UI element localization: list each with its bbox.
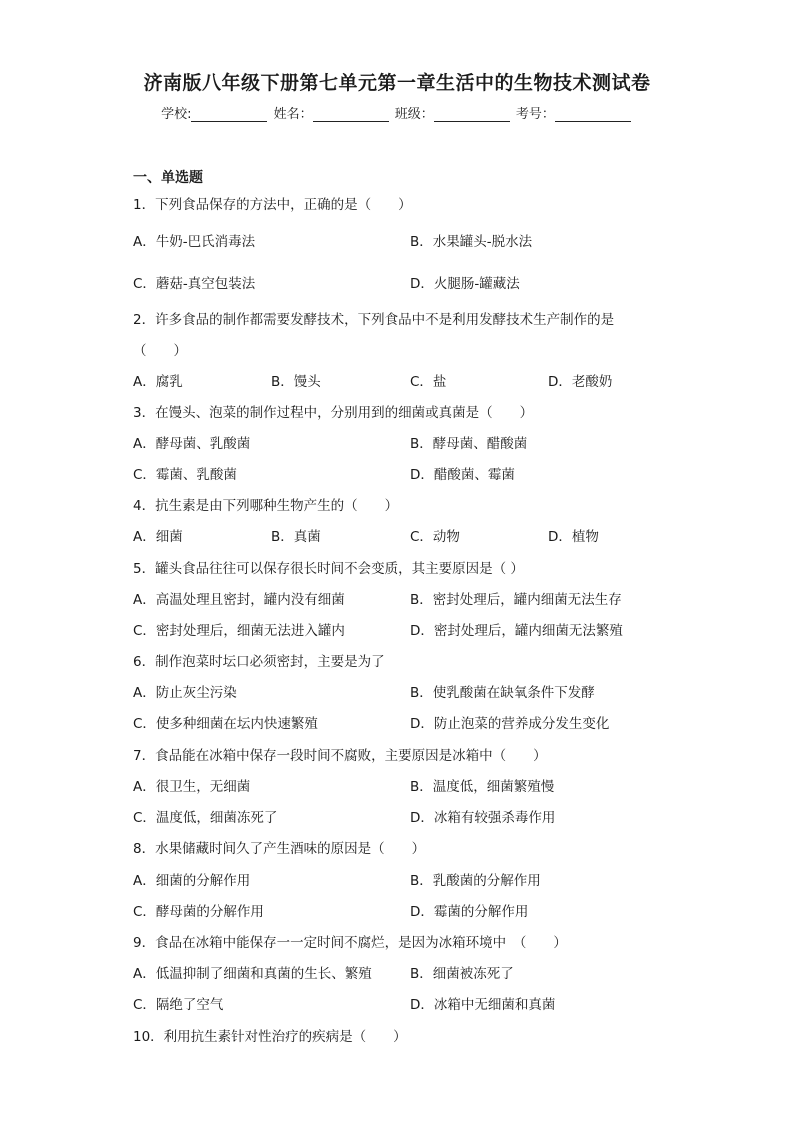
question-6-option-c[interactable]: C．使多种细菌在坛内快速繁殖 (133, 716, 318, 732)
question-1-option-b[interactable]: B．水果罐头-脱水法 (410, 234, 533, 250)
question-8-option-b[interactable]: B．乳酸菌的分解作用 (410, 873, 541, 889)
school-label: 学校: (161, 107, 192, 122)
question-6-stem: 6．制作泡菜时坛口必须密封，主要是为了 (133, 654, 385, 670)
question-1-option-a[interactable]: A．牛奶-巴氏消毒法 (133, 234, 256, 250)
question-2-option-d[interactable]: D．老酸奶 (548, 374, 613, 390)
school-blank[interactable] (191, 107, 267, 122)
question-2-option-b[interactable]: B．馒头 (271, 374, 321, 390)
question-5-option-c[interactable]: C．密封处理后，细菌无法进入罐内 (133, 623, 345, 639)
name-label: 姓名： (273, 107, 313, 122)
question-8-stem: 8．水果储藏时间久了产生酒味的原因是（ ） (133, 841, 426, 857)
student-info-line (0, 103, 794, 122)
question-7-stem: 7．食品能在冰箱中保存一段时间不腐败，主要原因是冰箱中（ ） (133, 748, 547, 764)
question-10-stem: 10．利用抗生素针对性治疗的疾病是（ ） (133, 1029, 407, 1045)
question-9-option-a[interactable]: A．低温抑制了细菌和真菌的生长、繁殖 (133, 966, 372, 982)
question-3-option-c[interactable]: C．霉菌、乳酸菌 (133, 467, 237, 483)
class-blank[interactable] (434, 107, 510, 122)
question-5-option-d[interactable]: D．密封处理后，罐内细菌无法繁殖 (410, 623, 623, 639)
question-5-option-b[interactable]: B．密封处理后，罐内细菌无法生存 (410, 592, 622, 608)
question-4-option-a[interactable]: A．细菌 (133, 529, 183, 545)
question-7-option-c[interactable]: C．温度低，细菌冻死了 (133, 810, 278, 826)
question-8-option-d[interactable]: D．霉菌的分解作用 (410, 904, 529, 920)
number-blank[interactable] (555, 107, 631, 122)
question-2-option-a[interactable]: A．腐乳 (133, 374, 183, 390)
question-8-option-a[interactable]: A．细菌的分解作用 (133, 873, 251, 889)
section-heading: 一、单选题 (133, 170, 203, 186)
question-7-option-a[interactable]: A．很卫生，无细菌 (133, 779, 251, 795)
exam-title: 济南版八年级下册第七单元第一章生活中的生物技术测试卷 (143, 72, 651, 94)
question-8-option-c[interactable]: C．酵母菌的分解作用 (133, 904, 264, 920)
question-2-stem-continued: （ ） (133, 343, 187, 359)
question-3-stem: 3．在馒头、泡菜的制作过程中，分别用到的细菌或真菌是（ ） (133, 405, 534, 421)
question-4-stem: 4．抗生素是由下列哪种生物产生的（ ） (133, 498, 399, 514)
question-4-option-d[interactable]: D．植物 (548, 529, 599, 545)
question-6-option-d[interactable]: D．防止泡菜的营养成分发生变化 (410, 716, 610, 732)
question-1-option-d[interactable]: D．火腿肠-罐藏法 (410, 276, 520, 292)
question-3-option-a[interactable]: A．酵母菌、乳酸菌 (133, 436, 251, 452)
class-label: 班级： (394, 107, 434, 122)
question-5-option-a[interactable]: A．高温处理且密封，罐内没有细菌 (133, 592, 345, 608)
question-4-option-c[interactable]: C．动物 (410, 529, 460, 545)
question-9-option-b[interactable]: B．细菌被冻死了 (410, 966, 514, 982)
question-7-option-d[interactable]: D．冰箱有较强杀毒作用 (410, 810, 556, 826)
question-2-option-c[interactable]: C．盐 (410, 374, 447, 390)
question-9-option-d[interactable]: D．冰箱中无细菌和真菌 (410, 997, 556, 1013)
question-4-option-b[interactable]: B．真菌 (271, 529, 321, 545)
question-7-option-b[interactable]: B．温度低，细菌繁殖慢 (410, 779, 555, 795)
question-2-stem: 2．许多食品的制作都需要发酵技术，下列食品中不是利用发酵技术生产制作的是 (133, 312, 615, 328)
question-9-option-c[interactable]: C．隔绝了空气 (133, 997, 224, 1013)
question-9-stem: 9．食品在冰箱中能保存一一定时间不腐烂，是因为冰箱环境中 （ ） (133, 935, 567, 951)
question-1-option-c[interactable]: C．蘑菇-真空包装法 (133, 276, 256, 292)
question-3-option-d[interactable]: D．醋酸菌、霉菌 (410, 467, 515, 483)
question-6-option-a[interactable]: A．防止灰尘污染 (133, 685, 237, 701)
question-1-stem: 1．下列食品保存的方法中，正确的是（ ） (133, 197, 412, 213)
question-6-option-b[interactable]: B．使乳酸菌在缺氧条件下发酵 (410, 685, 595, 701)
question-5-stem: 5．罐头食品往往可以保存很长时间不会变质，其主要原因是（ ） (133, 561, 524, 577)
number-label: 考号： (515, 107, 555, 122)
question-3-option-b[interactable]: B．酵母菌、醋酸菌 (410, 436, 528, 452)
name-blank[interactable] (313, 107, 389, 122)
